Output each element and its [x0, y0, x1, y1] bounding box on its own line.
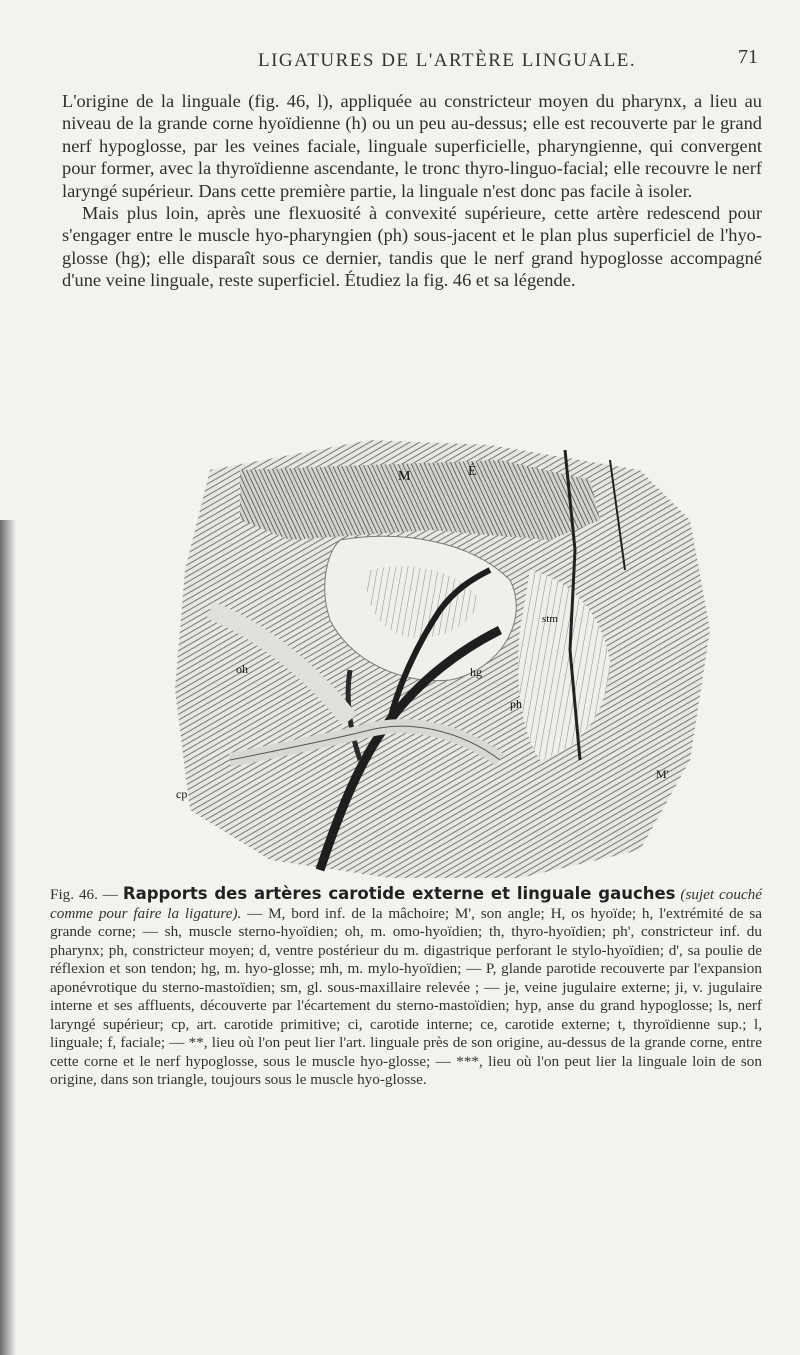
body-text — [62, 90, 762, 292]
anatomical-figure — [170, 430, 722, 880]
caption-title: Rapports des artères carotide externe et linguale gauches — [122, 884, 676, 903]
label-M-prime: M' — [656, 767, 669, 781]
jaw-region — [240, 460, 600, 540]
page-number: 71 — [738, 46, 758, 68]
label-cp: cp — [176, 787, 188, 801]
label-M: M — [398, 469, 411, 484]
label-oh: oh — [236, 662, 248, 676]
label-hg: hg — [470, 665, 482, 679]
paragraph-course: Mais plus loin, après une flexuosité à convexité supérieure, cette artère redescend pour s'engager entre le muscle hyo-pharyngien (ph) sous-jacent et le plan plus superficiel de l'hyo-glosse (hg); elle disparaît sous ce dernier, tandis que le nerf grand hypoglosse accompagné d'une veine linguale, reste superficiel. Étudiez la fig. 46 et sa légende. — [62, 203, 762, 291]
running-head: LIGATURES DE L'ARTÈRE LINGUALE. — [258, 50, 637, 71]
label-E: É — [468, 464, 477, 479]
figure-number: Fig. 46. — — [50, 886, 118, 903]
paragraph-origin: L'origine de la linguale (fig. 46, l), appliquée au constricteur moyen du pharynx, a lieu au niveau de la grande corne hyoïdienne (h) ou un peu au-dessus; elle est recouverte par le grand nerf hypoglosse, par les veines faciale, linguale superficielle, pharyngienne, qui convergent pour former, avec la thyroïdienne ascendante, le tronc thyro-linguo-facial; elle recouvre le nerf laryngé supérieur. Dans cette première partie, la linguale n'est donc pas facile à isoler. — [62, 91, 762, 201]
label-ph: ph — [510, 697, 522, 711]
figure-caption — [50, 885, 762, 1090]
page-edge-shadow — [0, 520, 16, 1355]
label-stm: stm — [542, 613, 558, 625]
caption-subtitle: (sujet couché comme pour faire la ligature). — [50, 886, 763, 922]
caption-legend: — M, bord inf. de la mâchoire; M', son angle; H, os hyoïde; h, l'extrémité de sa grande corne; — sh, muscle sterno-hyoïdien; oh, m. omo-hyoïdien; th, thyro-hyoïdien; ph', constricteur inf. du pharynx; ph, constricteur moyen; d, ventre postérieur du m. digastrique perforant le stylo-hyoïdien; d', sa poulie de réflexion et son tendon; hg, m. hyo-glosse; mh, m. mylo-hyoïdien; — P, glande parotide recouverte par l'expansion aponévrotique du sterno-mastoïdien; sm, gl. sous-maxillaire relevée ; — je, veine jugulaire externe; ji, v. jugulaire interne et ses affluents, découverte par l'écartement du sterno-mastoïdien; hyp, anse du grand hypoglosse; ls, nerf laryngé supérieur; cp, art. carotide primitive; ci, carotide interne; ce, carotide externe; t, thyroïdienne sup.; l, linguale; f, faciale; — **, lieu où l'on peut lier l'art. linguale près de son origine, au-dessus de la grande corne, entre cette corne et le nerf hypoglosse, sous le muscle hyo-glosse; — ***, lieu où l'on peut lier la linguale loin de son origine, dans son triangle, toujours sous le muscle hyo-glosse. — [50, 904, 762, 1089]
